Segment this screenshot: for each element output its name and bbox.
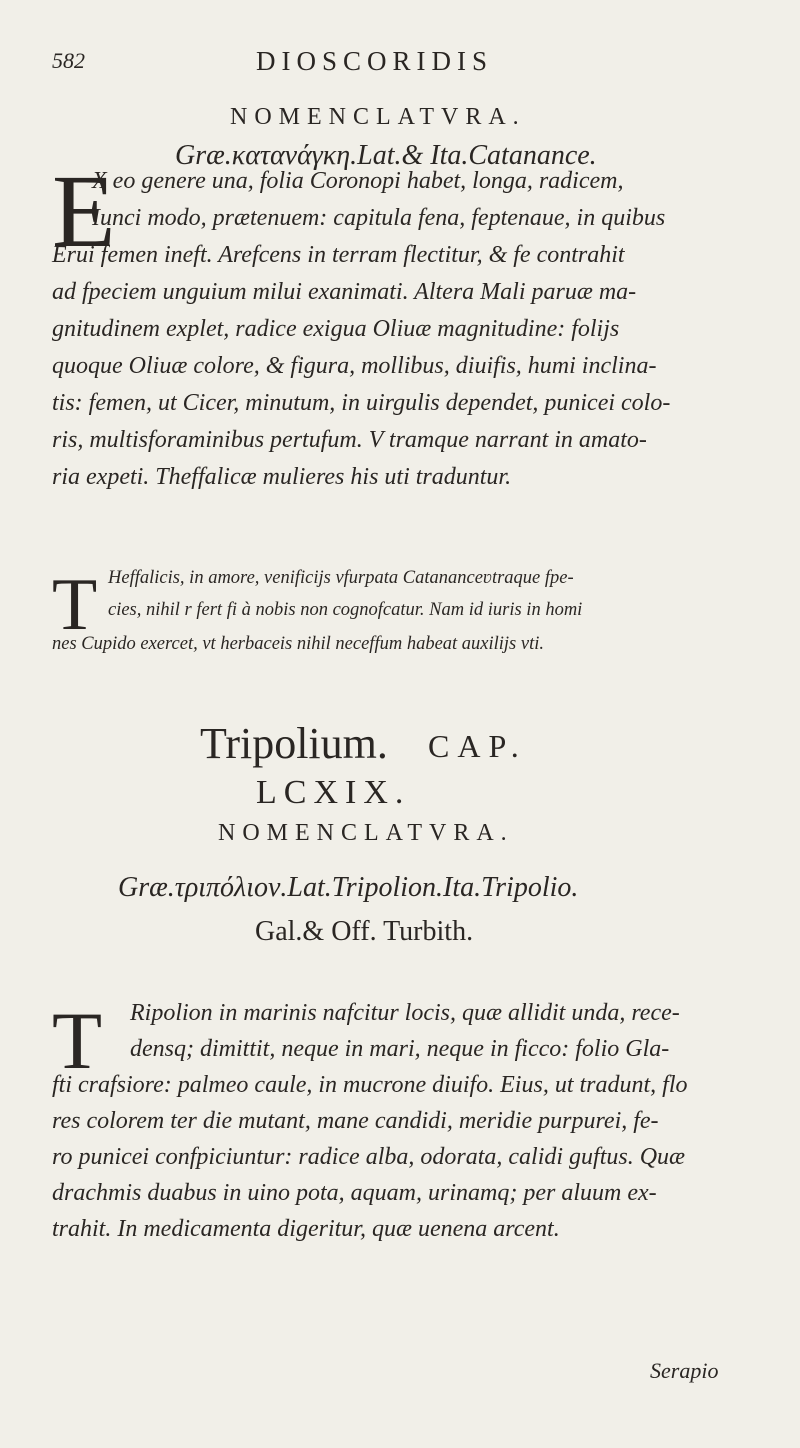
chapter-number: LCXIX.: [256, 774, 411, 811]
text-line: ad fpeciem unguium milui exanimati. Altera Mali paruæ ma-: [52, 279, 637, 305]
drop-cap: E: [52, 154, 116, 269]
chapter-label: CAP.: [428, 728, 527, 764]
chapter-title: Tripolium.: [200, 719, 388, 768]
text-line: ria expeti. Theffalicæ mulieres his uti traduntur.: [52, 464, 512, 490]
text-line: X eo genere una, folia Coronopi habet, longa, radicem,: [92, 168, 624, 194]
text-line: tis: femen, ut Cicer, minutum, in uirgulis dependet, punicei colo-: [52, 390, 671, 416]
text-line: nes Cupido exercet, vt herbaceis nihil neceffum habeat auxilijs vti.: [52, 634, 545, 654]
plant-names: Græ.κατανάγκη.Lat.& Ita.Catanance.: [175, 140, 597, 171]
text-line: densq; dimittit, neque in mari, neque in ficco: folio Gla-: [130, 1036, 670, 1062]
text-line: cies, nihil r fert fi à nobis non cognofcatur. Nam id iuris in homi: [108, 600, 583, 620]
text-line: Heffalicis, in amore, venificijs vfurpata Catananceʋtraque fpe-: [108, 568, 574, 588]
catchword: Serapio: [650, 1358, 719, 1383]
plant-names-vernacular: Gal.& Off. Turbith.: [255, 916, 474, 947]
text-line: Erui femen ineft. Arefcens in terram flectitur, & fe contrahit: [52, 242, 625, 268]
text-line: ro punicei confpiciuntur: radice alba, odorata, calidi guftus. Quæ: [52, 1144, 686, 1170]
text-line: Ripolion in marinis nafcitur locis, quæ allidit unda, rece-: [130, 1000, 680, 1026]
text-line: ris, multisforaminibus pertufum. V tramque narrant in amato-: [52, 427, 647, 453]
text-line: trahit. In medicamenta digeritur, quæ uenena arcent.: [52, 1216, 560, 1242]
running-head: DIOSCORIDIS: [256, 46, 494, 76]
text-line: res colorem ter die mutant, mane candidi, meridie purpurei, fe-: [52, 1108, 659, 1134]
text-line: quoque Oliuæ colore, & figura, mollibus, diuifis, humi inclina-: [52, 353, 657, 379]
text-line: drachmis duabus in uino pota, aquam, urinamq; per aluum ex-: [52, 1180, 657, 1206]
plant-names: Græ.τριπόλιον.Lat.Tripolion.Ita.Tripolio.: [118, 872, 579, 903]
text-line: Iunci modo, prætenuem: capitula fena, feptenaue, in quibus: [92, 205, 666, 231]
text-line: gnitudinem explet, radice exigua Oliuæ magnitudine: folijs: [52, 316, 620, 342]
drop-cap: T: [52, 995, 103, 1086]
page-number: 582: [52, 48, 85, 73]
drop-cap: T: [52, 564, 98, 646]
nomenclature-heading: NOMENCLATVRA.: [218, 820, 514, 846]
nomenclature-heading: NOMENCLATVRA.: [230, 104, 526, 130]
text-line: fti crafsiore: palmeo caule, in mucrone diuifo. Eius, ut tradunt, flo: [52, 1072, 688, 1098]
